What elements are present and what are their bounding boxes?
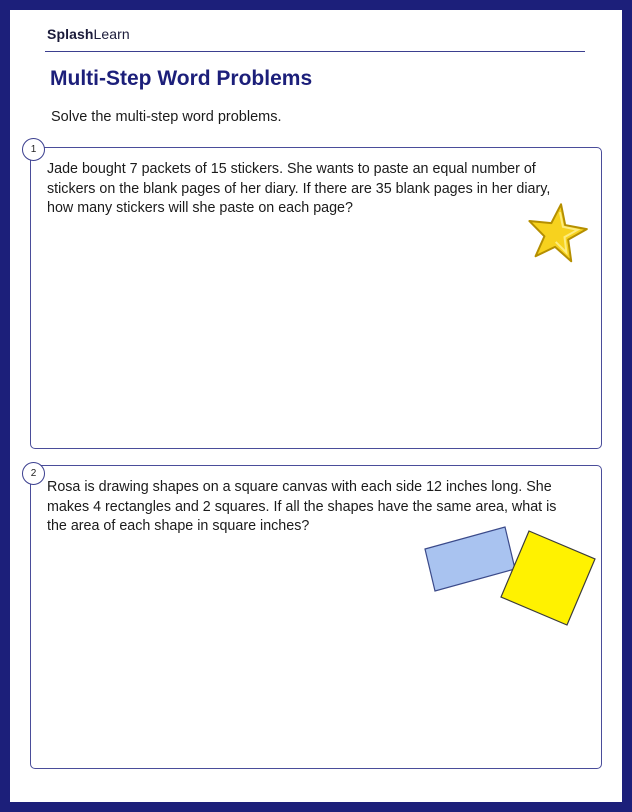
square-shape: [501, 531, 595, 625]
instruction-text: Solve the multi-step word problems.: [51, 109, 282, 125]
brand-splash: Splash: [47, 26, 94, 42]
header-divider: [45, 51, 585, 52]
brand-logo: [47, 26, 130, 42]
page-title: Multi-Step Word Problems: [50, 67, 313, 90]
star-icon: [524, 200, 590, 266]
rectangle-and-square-shapes: [421, 521, 601, 631]
question-box-1: [30, 147, 602, 449]
rectangle-shape: [425, 527, 515, 591]
question-2-text: Rosa is drawing shapes on a square canvas with each side 12 inches long. She makes 4 rectangles and 2 squares. If all the shapes have the same area, what is the area of each shape in square inches?: [47, 479, 557, 534]
worksheet-page: [10, 10, 622, 802]
question-2-number: 2: [22, 462, 45, 485]
question-1-number: 1: [22, 138, 45, 161]
question-1-text: Jade bought 7 packets of 15 stickers. She wants to paste an equal number of stickers on the blank pages of her diary. If there are 35 blank pages in her diary, how many stickers will she paste on each page?: [47, 161, 551, 216]
brand-learn: Learn: [93, 26, 130, 42]
question-box-2: [30, 465, 602, 769]
